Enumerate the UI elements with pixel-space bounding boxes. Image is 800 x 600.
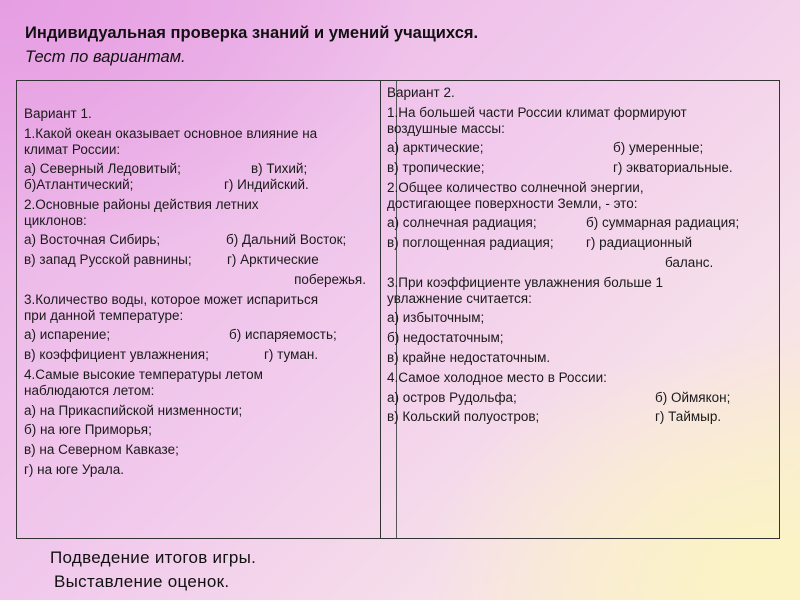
question-text: 2.Основные районы действия летних: [24, 196, 259, 212]
answer-row: [24, 347, 374, 363]
column-divider: [380, 81, 381, 538]
answer-option: б) умеренные;: [613, 140, 704, 156]
answer-row: [387, 140, 773, 156]
question-text: 2.Общее количество солнечной энергии,: [387, 179, 644, 195]
answer-option: а) Восточная Сибирь;: [24, 232, 161, 248]
answer-option-continued: побережья.: [294, 272, 366, 288]
page-title: Индивидуальная проверка знаний и умений учащихся.: [25, 24, 479, 42]
answer-row: [24, 232, 374, 248]
answer-row: [387, 390, 773, 406]
answer-option: г) Индийский.: [224, 177, 309, 193]
variant-2-column: [387, 85, 773, 425]
answer-option: в) на Северном Кавказе;: [24, 442, 179, 458]
question-text: климат России:: [24, 141, 121, 157]
variant-1-heading: Вариант 1.: [24, 106, 92, 121]
question-text: воздушные массы:: [387, 120, 505, 136]
variant-2-heading: Вариант 2.: [387, 85, 455, 100]
answer-row: [24, 252, 374, 268]
answer-option: а) испарение;: [24, 327, 111, 343]
answer-option: г) Таймыр.: [655, 409, 722, 425]
answer-option: г) радиационный: [586, 235, 693, 251]
answer-row: [387, 409, 773, 425]
question-text: наблюдаются летом:: [24, 382, 155, 398]
answer-option: б)Атлантический;: [24, 177, 134, 193]
answer-option-continued: баланс.: [665, 255, 714, 271]
answer-row: [24, 161, 374, 177]
question-text: увлажнение считается:: [387, 290, 532, 306]
answer-option: а) арктические;: [387, 140, 484, 156]
answer-row: [24, 177, 374, 193]
question-text: 4.Самое холодное место в России:: [387, 369, 607, 385]
answer-option: б) Дальний Восток;: [226, 232, 347, 248]
question-text: достигающее поверхности Земли, - это:: [387, 195, 638, 211]
question-text: циклонов:: [24, 212, 87, 228]
answer-option: г) Арктические: [227, 252, 319, 268]
footer-line-1: Подведение итогов игры.: [50, 548, 257, 567]
test-table: [16, 80, 780, 539]
answer-option: а) избыточным;: [387, 310, 485, 326]
answer-row: [387, 235, 773, 251]
answer-option: а) Северный Ледовитый;: [24, 161, 181, 177]
answer-option: в) поглощенная радиация;: [387, 235, 554, 251]
page-subtitle: Тест по вариантам.: [25, 48, 186, 66]
question-text: 3.Количество воды, которое может испариться: [24, 291, 319, 307]
answer-option: в) коэффициент увлажнения;: [24, 347, 209, 363]
question-text: 1.На большей части России климат формируют: [387, 104, 687, 120]
question-text: 1.Какой океан оказывает основное влияние на: [24, 125, 318, 141]
answer-option: б) недостаточным;: [387, 330, 504, 346]
variant-1-column: [24, 106, 374, 478]
answer-option: в) Кольский полуостров;: [387, 409, 540, 425]
answer-option: в) запад Русской равнины;: [24, 252, 192, 268]
question-text: 4.Самые высокие температуры летом: [24, 366, 263, 382]
answer-option: а) солнечная радиация;: [387, 215, 537, 231]
answer-row: [24, 327, 374, 343]
answer-option: г) экваториальные.: [613, 160, 733, 176]
answer-option: в) крайне недостаточным.: [387, 349, 551, 365]
answer-option: а) на Прикаспийской низменности;: [24, 402, 243, 418]
answer-option: б) испаряемость;: [229, 327, 337, 343]
answer-row: [387, 160, 773, 176]
answer-option: в) тропические;: [387, 160, 485, 176]
footer-line-2: Выставление оценок.: [54, 572, 230, 591]
answer-option: а) остров Рудольфа;: [387, 389, 517, 405]
question-text: 3.При коэффициенте увлажнения больше 1: [387, 274, 663, 290]
answer-option: б) Оймякон;: [655, 389, 731, 405]
answer-option: б) суммарная радиация;: [586, 215, 740, 231]
answer-row: [387, 215, 773, 231]
question-text: при данной температуре:: [24, 307, 184, 323]
answer-option: г) на юге Урала.: [24, 461, 125, 477]
answer-option: в) Тихий;: [251, 161, 308, 177]
answer-option: г) туман.: [264, 347, 319, 363]
answer-option: б) на юге Приморья;: [24, 422, 152, 438]
